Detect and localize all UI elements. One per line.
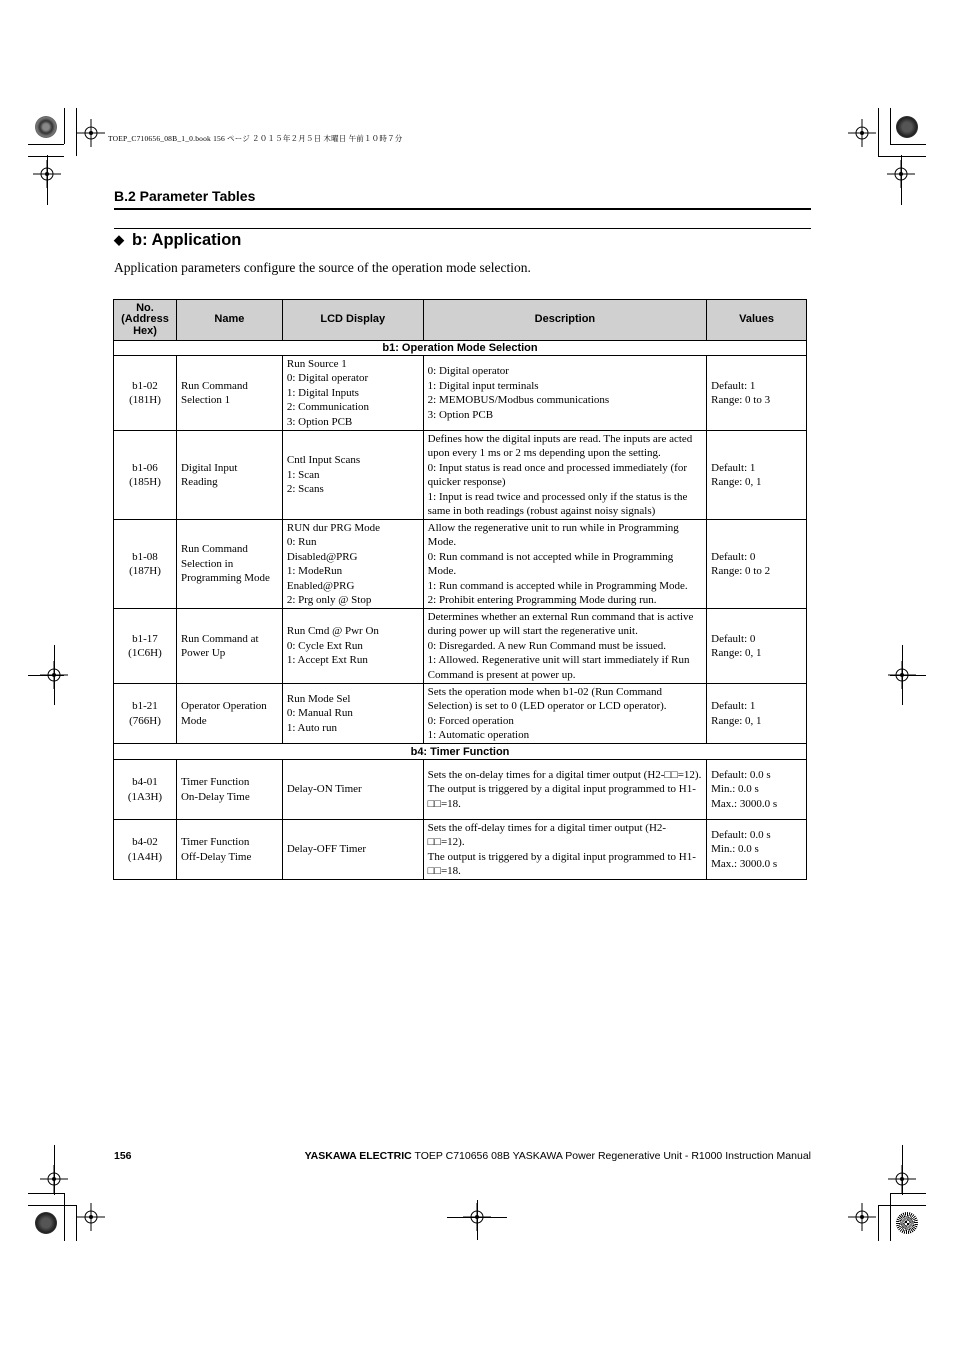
footer-brand: YASKAWA ELECTRIC [304, 1150, 412, 1162]
registration-disc-icon [35, 116, 57, 138]
param-number: b1-06 (185H) [114, 431, 177, 520]
footer-doc-text: TOEP C710656 08B YASKAWA Power Regenerative Unit - R1000 Instruction Manual [411, 1150, 811, 1162]
param-number: b1-17 (1C6H) [114, 609, 177, 684]
param-lcd: Cntl Input Scans 1: Scan 2: Scans [282, 431, 423, 520]
param-name: Timer Function Off-Delay Time [176, 820, 282, 880]
intro-paragraph: Application parameters configure the source of the operation mode selection. [114, 260, 531, 275]
param-description: 0: Digital operator 1: Digital input terminals 2: MEMOBUS/Modbus communications 3: Option PCB [423, 356, 706, 431]
param-description: Determines whether an external Run command that is active during power up will start the regenerative unit. 0: Disregarded. A new Run Command must be issued. 1: Allowed. Regenerative unit will start immediately if Run Command is present at power up. [423, 609, 706, 684]
param-values: Default: 0 Range: 0 to 2 [707, 520, 807, 609]
param-description: Sets the operation mode when b1-02 (Run Command Selection) is set to 0 (LED operator or LCD operator). 0: Forced operation 1: Automatic operation [423, 684, 706, 744]
param-number: b4-02 (1A4H) [114, 820, 177, 880]
param-name: Run Command Selection 1 [176, 356, 282, 431]
param-values: Default: 0 Range: 0, 1 [707, 609, 807, 684]
param-values: Default: 1 Range: 0 to 3 [707, 356, 807, 431]
table-row [114, 431, 807, 520]
column-header-no: No. (Address Hex) [114, 300, 177, 341]
registration-crosshair-icon [77, 119, 105, 147]
param-lcd: Run Mode Sel 0: Manual Run 1: Auto run [282, 684, 423, 744]
param-name: Operator Operation Mode [176, 684, 282, 744]
divider [114, 228, 811, 229]
page-number: 156 [114, 1150, 132, 1162]
param-values: Default: 0.0 s Min.: 0.0 s Max.: 3000.0 s [707, 820, 807, 880]
page-title-text: b: Application [132, 231, 242, 249]
param-number: b4-01 (1A3H) [114, 760, 177, 820]
column-header-description: Description [423, 300, 706, 341]
param-values: Default: 1 Range: 0, 1 [707, 684, 807, 744]
registration-disc-icon [35, 1212, 57, 1234]
param-description: Defines how the digital inputs are read. The inputs are acted upon every 1 ms or 2 ms depending upon the setting. 0: Input status is read once and processed immediately (for quicker response) 1: Input is read twice and processed only if the status is the same in both readings (robust against noisy signals) [423, 431, 706, 520]
param-lcd: Run Cmd @ Pwr On 0: Cycle Ext Run 1: Accept Ext Run [282, 609, 423, 684]
diamond-bullet-icon: ◆ [114, 232, 124, 247]
param-lcd: Delay-OFF Timer [282, 820, 423, 880]
table-row [114, 520, 807, 609]
param-name: Run Command Selection in Programming Mode [176, 520, 282, 609]
section-heading: B.2 Parameter Tables [114, 188, 256, 204]
group-heading: b1: Operation Mode Selection [114, 341, 807, 356]
divider [114, 208, 811, 210]
param-number: b1-08 (187H) [114, 520, 177, 609]
registration-disc-icon [896, 116, 918, 138]
param-lcd: Delay-ON Timer [282, 760, 423, 820]
print-header: TOEP_C710656_08B_1_0.book 156 ページ ２０１５年２月５日 木曜日 午前１０時７分 [108, 134, 403, 143]
registration-crosshair-icon [77, 1203, 105, 1231]
param-description: Sets the off-delay times for a digital timer output (H2-□□=12). The output is triggered by a digital input programmed to H1-□□=18. [423, 820, 706, 880]
column-header-lcd-display: LCD Display [282, 300, 423, 341]
param-number: b1-21 (766H) [114, 684, 177, 744]
footer-doc-info [305, 1150, 811, 1162]
table-row [114, 609, 807, 684]
column-header-values: Values [707, 300, 807, 341]
param-values: Default: 0.0 s Min.: 0.0 s Max.: 3000.0 s [707, 760, 807, 820]
param-name: Timer Function On-Delay Time [176, 760, 282, 820]
param-lcd: RUN dur PRG Mode 0: Run Disabled@PRG 1: ModeRun Enabled@PRG 2: Prg only @ Stop [282, 520, 423, 609]
table-row [114, 356, 807, 431]
registration-crosshair-icon [848, 119, 876, 147]
group-heading: b4: Timer Function [114, 744, 807, 760]
param-name: Run Command at Power Up [176, 609, 282, 684]
param-number: b1-02 (181H) [114, 356, 177, 431]
registration-disc-icon [896, 1212, 918, 1234]
table-row [114, 684, 807, 744]
table-row [114, 820, 807, 880]
registration-crosshair-icon [848, 1203, 876, 1231]
param-values: Default: 1 Range: 0, 1 [707, 431, 807, 520]
column-header-name: Name [176, 300, 282, 341]
param-name: Digital Input Reading [176, 431, 282, 520]
param-description: Allow the regenerative unit to run while in Programming Mode. 0: Run command is not accepted while in Programming Mode. 1: Run command is accepted while in Programming Mode. 2: Prohibit entering Programming Mode during run. [423, 520, 706, 609]
param-description: Sets the on-delay times for a digital timer output (H2-□□=12). The output is triggered by a digital input programmed to H1-□□=18. [423, 760, 706, 820]
param-lcd: Run Source 1 0: Digital operator 1: Digital Inputs 2: Communication 3: Option PCB [282, 356, 423, 431]
page-title [114, 231, 241, 250]
parameter-table [113, 299, 807, 880]
table-row [114, 760, 807, 820]
